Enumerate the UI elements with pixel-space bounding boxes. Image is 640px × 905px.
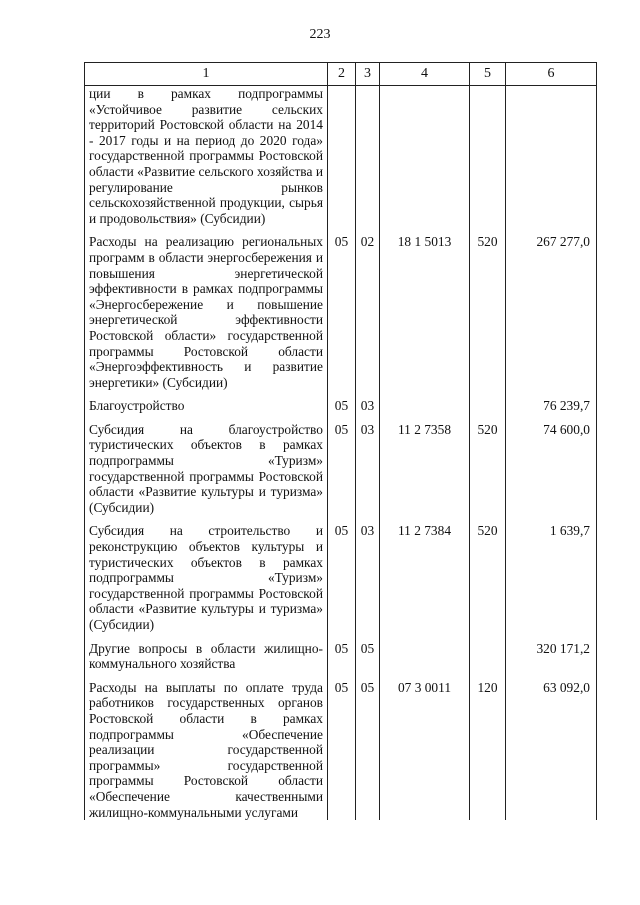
row-expense-type (470, 86, 506, 227)
col-header-4: 4 (380, 63, 470, 86)
table-row (85, 234, 597, 390)
table-header-row (85, 63, 597, 86)
row-name: Субсидия на благоустройство туристических объектов в рамках подпрограммы «Туризм» государственной программы Ростовской области «Развитие культуры и туризма» (Субсидии) (85, 422, 328, 516)
row-expense-type: 520 (470, 234, 506, 390)
row-subsection: 05 (356, 680, 380, 820)
row-amount: 76 239,7 (506, 398, 597, 414)
col-header-6: 6 (506, 63, 597, 86)
row-amount: 1 639,7 (506, 523, 597, 632)
col-header-3: 3 (356, 63, 380, 86)
row-spacer (85, 414, 597, 422)
row-expense-type: 520 (470, 422, 506, 516)
row-target-article: 11 2 7384 (380, 523, 470, 632)
row-name: ции в рамках подпрограммы «Устойчивое развитие сельских территорий Ростовской области на 2014 - 2017 годы и на период до 2020 года» государственной программы Ростовской области «Развитие сельского хозяйства и регулирование рынков сельскохозяйственной продукции, сырья и продовольствия» (Субсидии) (85, 86, 328, 227)
row-subsection: 03 (356, 523, 380, 632)
table-row (85, 422, 597, 516)
budget-table (84, 62, 597, 820)
row-amount: 267 277,0 (506, 234, 597, 390)
table-row (85, 398, 597, 414)
row-name: Расходы на реализацию региональных программ в области энергосбережения и повышения энергетической эффективности в рамках подпрограммы «Энергосбережение и повышение энергетической эффективности Ростовской области» государственной программы Ростовской области «Энергоэффективность и развитие энергетики» (Субсидии) (85, 234, 328, 390)
row-target-article (380, 641, 470, 672)
row-amount (506, 86, 597, 227)
row-target-article (380, 86, 470, 227)
row-section (328, 86, 356, 227)
row-section: 05 (328, 680, 356, 820)
table-row (85, 523, 597, 632)
table-row (85, 86, 597, 227)
row-name: Субсидия на строительство и реконструкцию объектов культуры и туристических объектов в рамках подпрограммы «Туризм» государственной программы Ростовской области «Развитие культуры и туризма» (Субсидии) (85, 523, 328, 632)
row-subsection: 05 (356, 641, 380, 672)
table-row (85, 641, 597, 672)
row-spacer (85, 672, 597, 680)
row-expense-type (470, 641, 506, 672)
row-target-article (380, 398, 470, 414)
row-expense-type (470, 398, 506, 414)
row-name: Благоустройство (85, 398, 328, 414)
table-row (85, 680, 597, 820)
row-subsection: 03 (356, 398, 380, 414)
row-section: 05 (328, 523, 356, 632)
page-number: 223 (309, 27, 331, 42)
col-header-5: 5 (470, 63, 506, 86)
row-spacer (85, 226, 597, 234)
row-target-article: 18 1 5013 (380, 234, 470, 390)
row-section: 05 (328, 398, 356, 414)
row-expense-type: 520 (470, 523, 506, 632)
row-subsection (356, 86, 380, 227)
row-target-article: 11 2 7358 (380, 422, 470, 516)
col-header-2: 2 (328, 63, 356, 86)
row-name: Расходы на выплаты по оплате труда работников государственных органов Ростовской области в рамках подпрограммы «Обеспечение реализации государственной программы» государственной программы Ростовской области «Обеспечение качественными жилищно-коммунальными услугами (85, 680, 328, 820)
row-subsection: 02 (356, 234, 380, 390)
row-amount: 63 092,0 (506, 680, 597, 820)
row-subsection: 03 (356, 422, 380, 516)
row-amount: 74 600,0 (506, 422, 597, 516)
row-target-article: 07 3 0011 (380, 680, 470, 820)
row-expense-type: 120 (470, 680, 506, 820)
row-section: 05 (328, 234, 356, 390)
row-section: 05 (328, 641, 356, 672)
row-spacer (85, 390, 597, 398)
row-spacer (85, 633, 597, 641)
row-amount: 320 171,2 (506, 641, 597, 672)
row-section: 05 (328, 422, 356, 516)
row-name: Другие вопросы в области жилищно-коммунального хозяйства (85, 641, 328, 672)
col-header-1: 1 (85, 63, 328, 86)
row-spacer (85, 515, 597, 523)
